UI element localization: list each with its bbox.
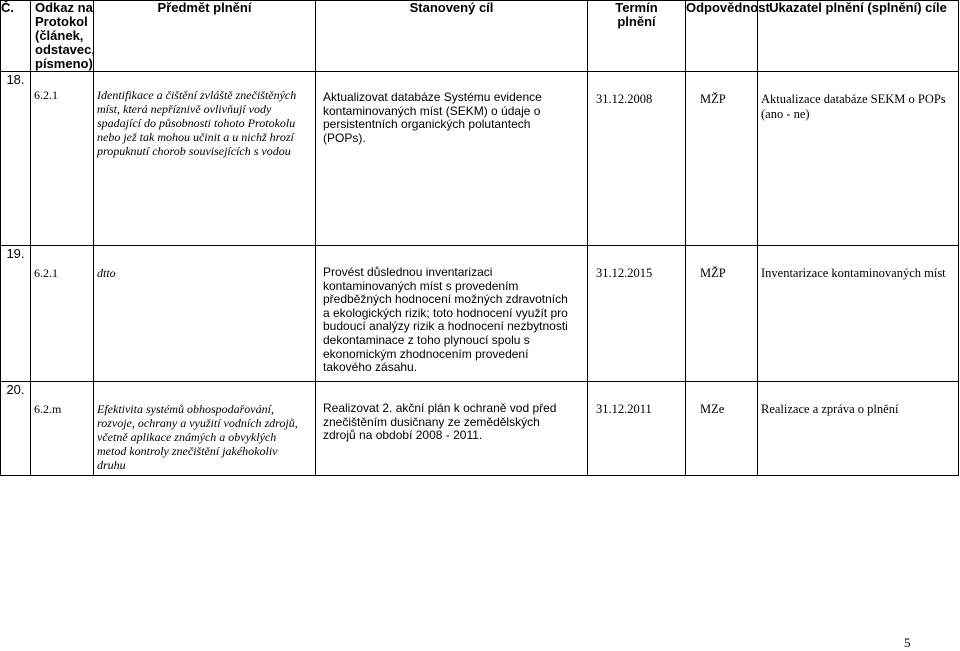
row-ref: 6.2.m — [34, 402, 62, 416]
row-goal-cell — [316, 72, 588, 246]
table-header-row — [1, 1, 959, 72]
row-responsibility-cell — [686, 72, 758, 246]
row-responsibility: MŽP — [700, 92, 726, 106]
row-goal: Realizovat 2. akční plán k ochraně vod před znečištěním dusičnany ze zemědělských zdrojů na období 2008 - 2011. — [323, 401, 557, 443]
row-responsibility: MZe — [700, 402, 725, 416]
row-deadline-cell — [588, 246, 686, 382]
row-goal: Provést důslednou inventarizaci kontaminovaných míst s provedením předběžných hodnocení možných zdravotních a ekologických rizik; toto hodnocení využít pro budoucí analýzy rizik a hodnocení nezbytnosti dekontaminace z toho plynoucí spolu s ekonomickým zhodnocením provedení takového zásahu. — [323, 265, 568, 375]
row-ref-cell — [31, 246, 94, 382]
row-indicator: Inventarizace kontaminovaných míst — [761, 266, 946, 280]
row-deadline: 31.12.2008 — [596, 92, 653, 106]
row-deadline-cell — [588, 72, 686, 246]
header-deadline: Termín plnění — [588, 1, 686, 72]
row-responsibility: MŽP — [700, 266, 726, 280]
row-subject: Efektivita systémů obhospodařování, rozvoje, ochrany a využití vodních zdrojů, včetně aplikace známých a obvyklých metod kontroly znečištění jakéhokoliv druhu — [97, 402, 298, 472]
row-subject-cell — [94, 246, 316, 382]
row-goal-cell — [316, 382, 588, 476]
header-indicator: Ukazatel plnění (splnění) cíle — [758, 1, 959, 72]
row-number: 20. — [1, 382, 31, 476]
row-ref-cell — [31, 72, 94, 246]
header-no: Č. — [1, 1, 31, 72]
row-subject-cell — [94, 72, 316, 246]
row-goal-cell — [316, 246, 588, 382]
row-ref-cell — [31, 382, 94, 476]
row-ref: 6.2.1 — [34, 88, 58, 102]
header-ref: Odkaz na Protokol (článek, odstavec, písmeno) — [31, 1, 94, 72]
row-deadline: 31.12.2011 — [596, 402, 652, 416]
header-responsibility: Odpovědnost — [686, 1, 758, 72]
table-row — [1, 72, 959, 246]
row-goal: Aktualizovat databáze Systému evidence kontaminovaných míst (SEKM) o údaje o persistentních organických polutantech (POPs). — [323, 90, 542, 145]
row-subject: dtto — [97, 266, 116, 280]
row-indicator-cell — [758, 382, 959, 476]
row-number: 19. — [1, 246, 31, 382]
header-subject: Předmět plnění — [94, 1, 316, 72]
row-responsibility-cell — [686, 382, 758, 476]
header-goal: Stanovený cíl — [316, 1, 588, 72]
table-row — [1, 246, 959, 382]
row-indicator-cell — [758, 72, 959, 246]
row-deadline-cell — [588, 382, 686, 476]
row-indicator: Realizace a zpráva o plnění — [761, 402, 899, 416]
row-number: 18. — [1, 72, 31, 246]
table-row — [1, 382, 959, 476]
row-deadline: 31.12.2015 — [596, 266, 653, 280]
page-number: 5 — [904, 635, 911, 650]
row-subject-cell — [94, 382, 316, 476]
row-ref: 6.2.1 — [34, 266, 58, 280]
row-responsibility-cell — [686, 246, 758, 382]
row-indicator: Aktualizace databáze SEKM o POPs (ano - ne) — [761, 92, 946, 121]
row-subject: Identifikace a čištění zvláště znečištěných míst, která nepříznivě ovlivňují vody spadající do působnosti tohoto Protokolu nebo jež tak mohou učinit a u nichž hrozí propuknutí chorob souvisejících s vodou — [97, 88, 297, 158]
row-indicator-cell — [758, 246, 959, 382]
